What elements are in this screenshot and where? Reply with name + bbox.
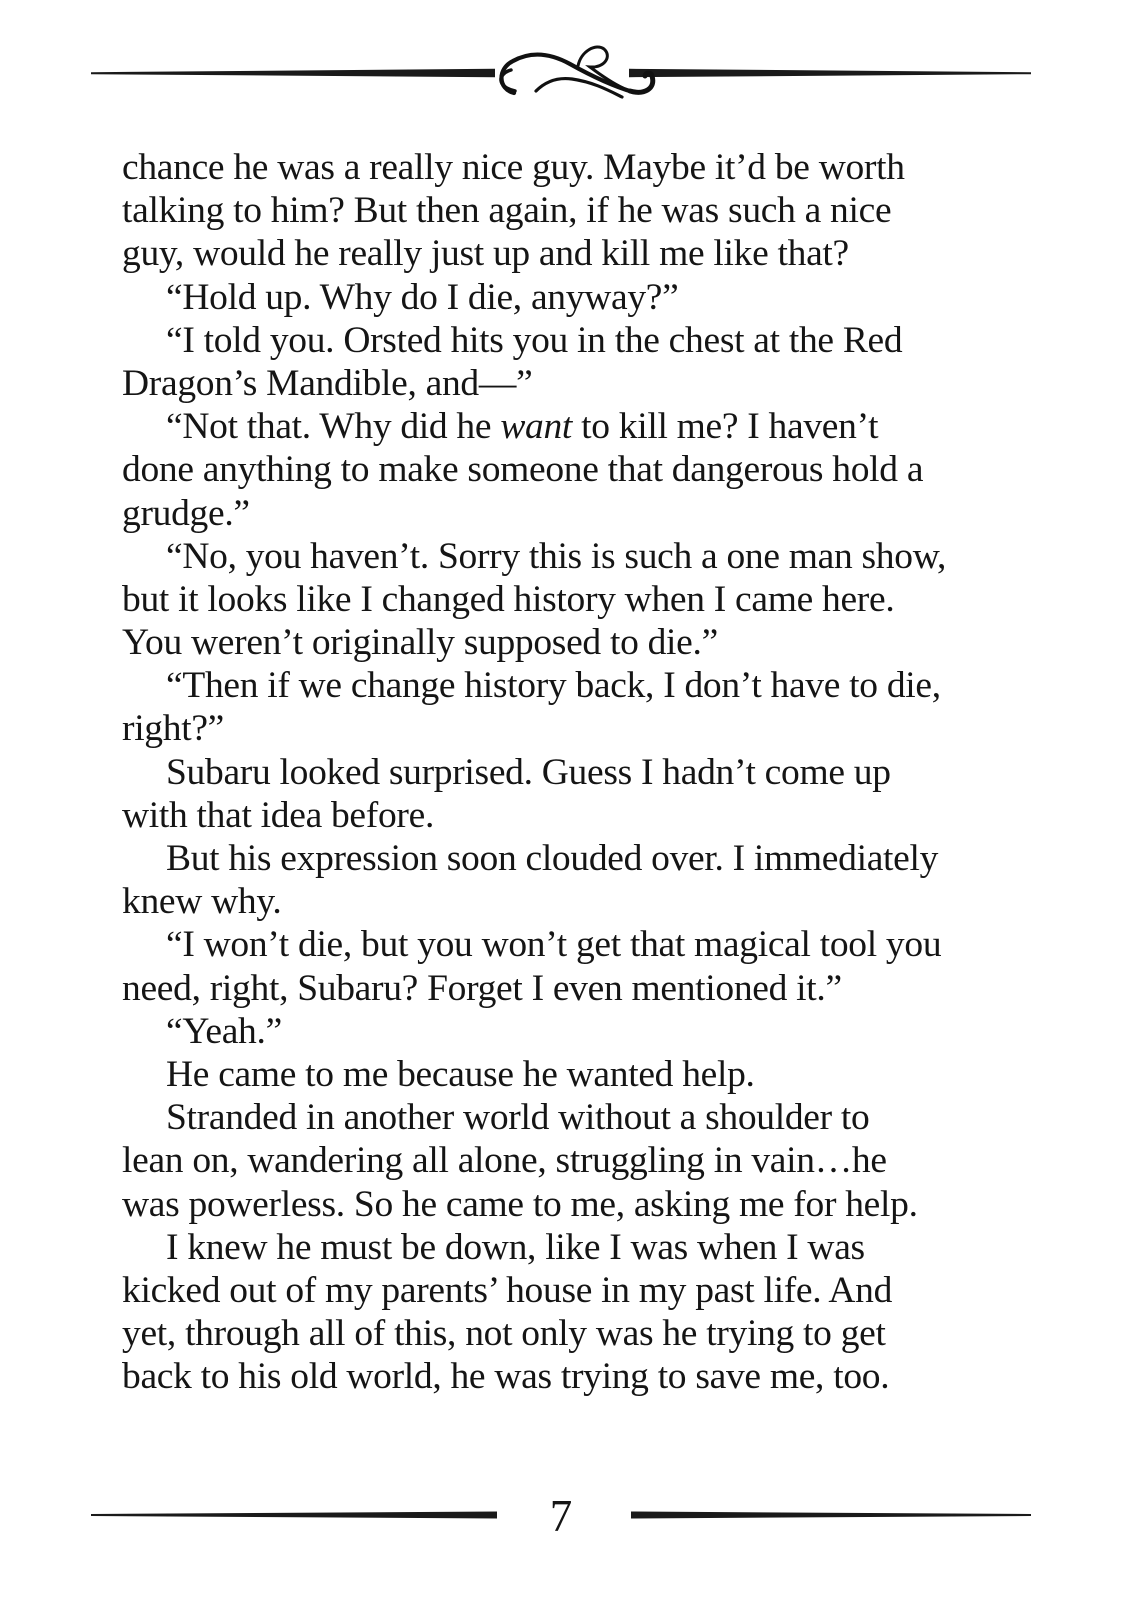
- text-line: yet, through all of this, not only was he trying to get: [122, 1313, 886, 1355]
- text-line: with that idea before.: [122, 794, 435, 836]
- text-line: grudge.”: [122, 492, 250, 534]
- text-line: Dragon’s Mandible, and—”: [122, 362, 533, 404]
- text-line: need, right, Subaru? Forget I even mentioned it.”: [122, 967, 842, 1009]
- text-line: but it looks like I changed history when I came here.: [122, 578, 895, 620]
- text-line: “I told you. Orsted hits you in the chest at the Red: [166, 319, 903, 361]
- text-line: “Hold up. Why do I die, anyway?”: [166, 276, 679, 318]
- text-line: back to his old world, he was trying to save me, too.: [122, 1356, 890, 1398]
- text-line: talking to him? But then again, if he was such a nice: [122, 190, 892, 232]
- chapter-divider-graphic: [91, 36, 1031, 120]
- text-line: lean on, wandering all alone, struggling in vain…he: [122, 1140, 887, 1182]
- text-line: was powerless. So he came to me, asking me for help.: [122, 1183, 918, 1225]
- text-line: right?”: [122, 708, 225, 750]
- page-footer: [91, 1491, 1031, 1541]
- text-line: knew why.: [122, 881, 282, 923]
- text-line: done anything to make someone that dangerous hold a: [122, 449, 924, 491]
- chapter-divider: [91, 36, 1031, 120]
- text-line: kicked out of my parents’ house in my past life. And: [122, 1269, 893, 1311]
- text-line: He came to me because he wanted help.: [166, 1053, 755, 1095]
- page-number: 7: [549, 1491, 573, 1541]
- text-line: I knew he must be down, like I was when I was: [166, 1226, 865, 1268]
- text-line: Stranded in another world without a shoulder to: [166, 1097, 870, 1139]
- text-line: “No, you haven’t. Sorry this is such a one man show,: [166, 535, 947, 577]
- text-line: guy, would he really just up and kill me like that?: [122, 233, 849, 275]
- page-text: [122, 146, 1032, 1398]
- divider-line-right: [629, 69, 1031, 77]
- divider-line-left: [91, 69, 495, 77]
- text-line: “Yeah.”: [166, 1010, 282, 1052]
- text-line: You weren’t originally supposed to die.”: [122, 622, 718, 664]
- text-line: “Then if we change history back, I don’t have to die,: [166, 665, 941, 707]
- text-line: “I won’t die, but you won’t get that magical tool you: [166, 924, 942, 966]
- text-line: “Not that. Why did he want to kill me? I haven’t: [166, 406, 879, 448]
- text-line: But his expression soon clouded over. I immediately: [166, 838, 939, 879]
- text-line: Subaru looked surprised. Guess I hadn’t come up: [166, 751, 891, 793]
- text-line: chance he was a really nice guy. Maybe it’d be worth: [122, 147, 905, 188]
